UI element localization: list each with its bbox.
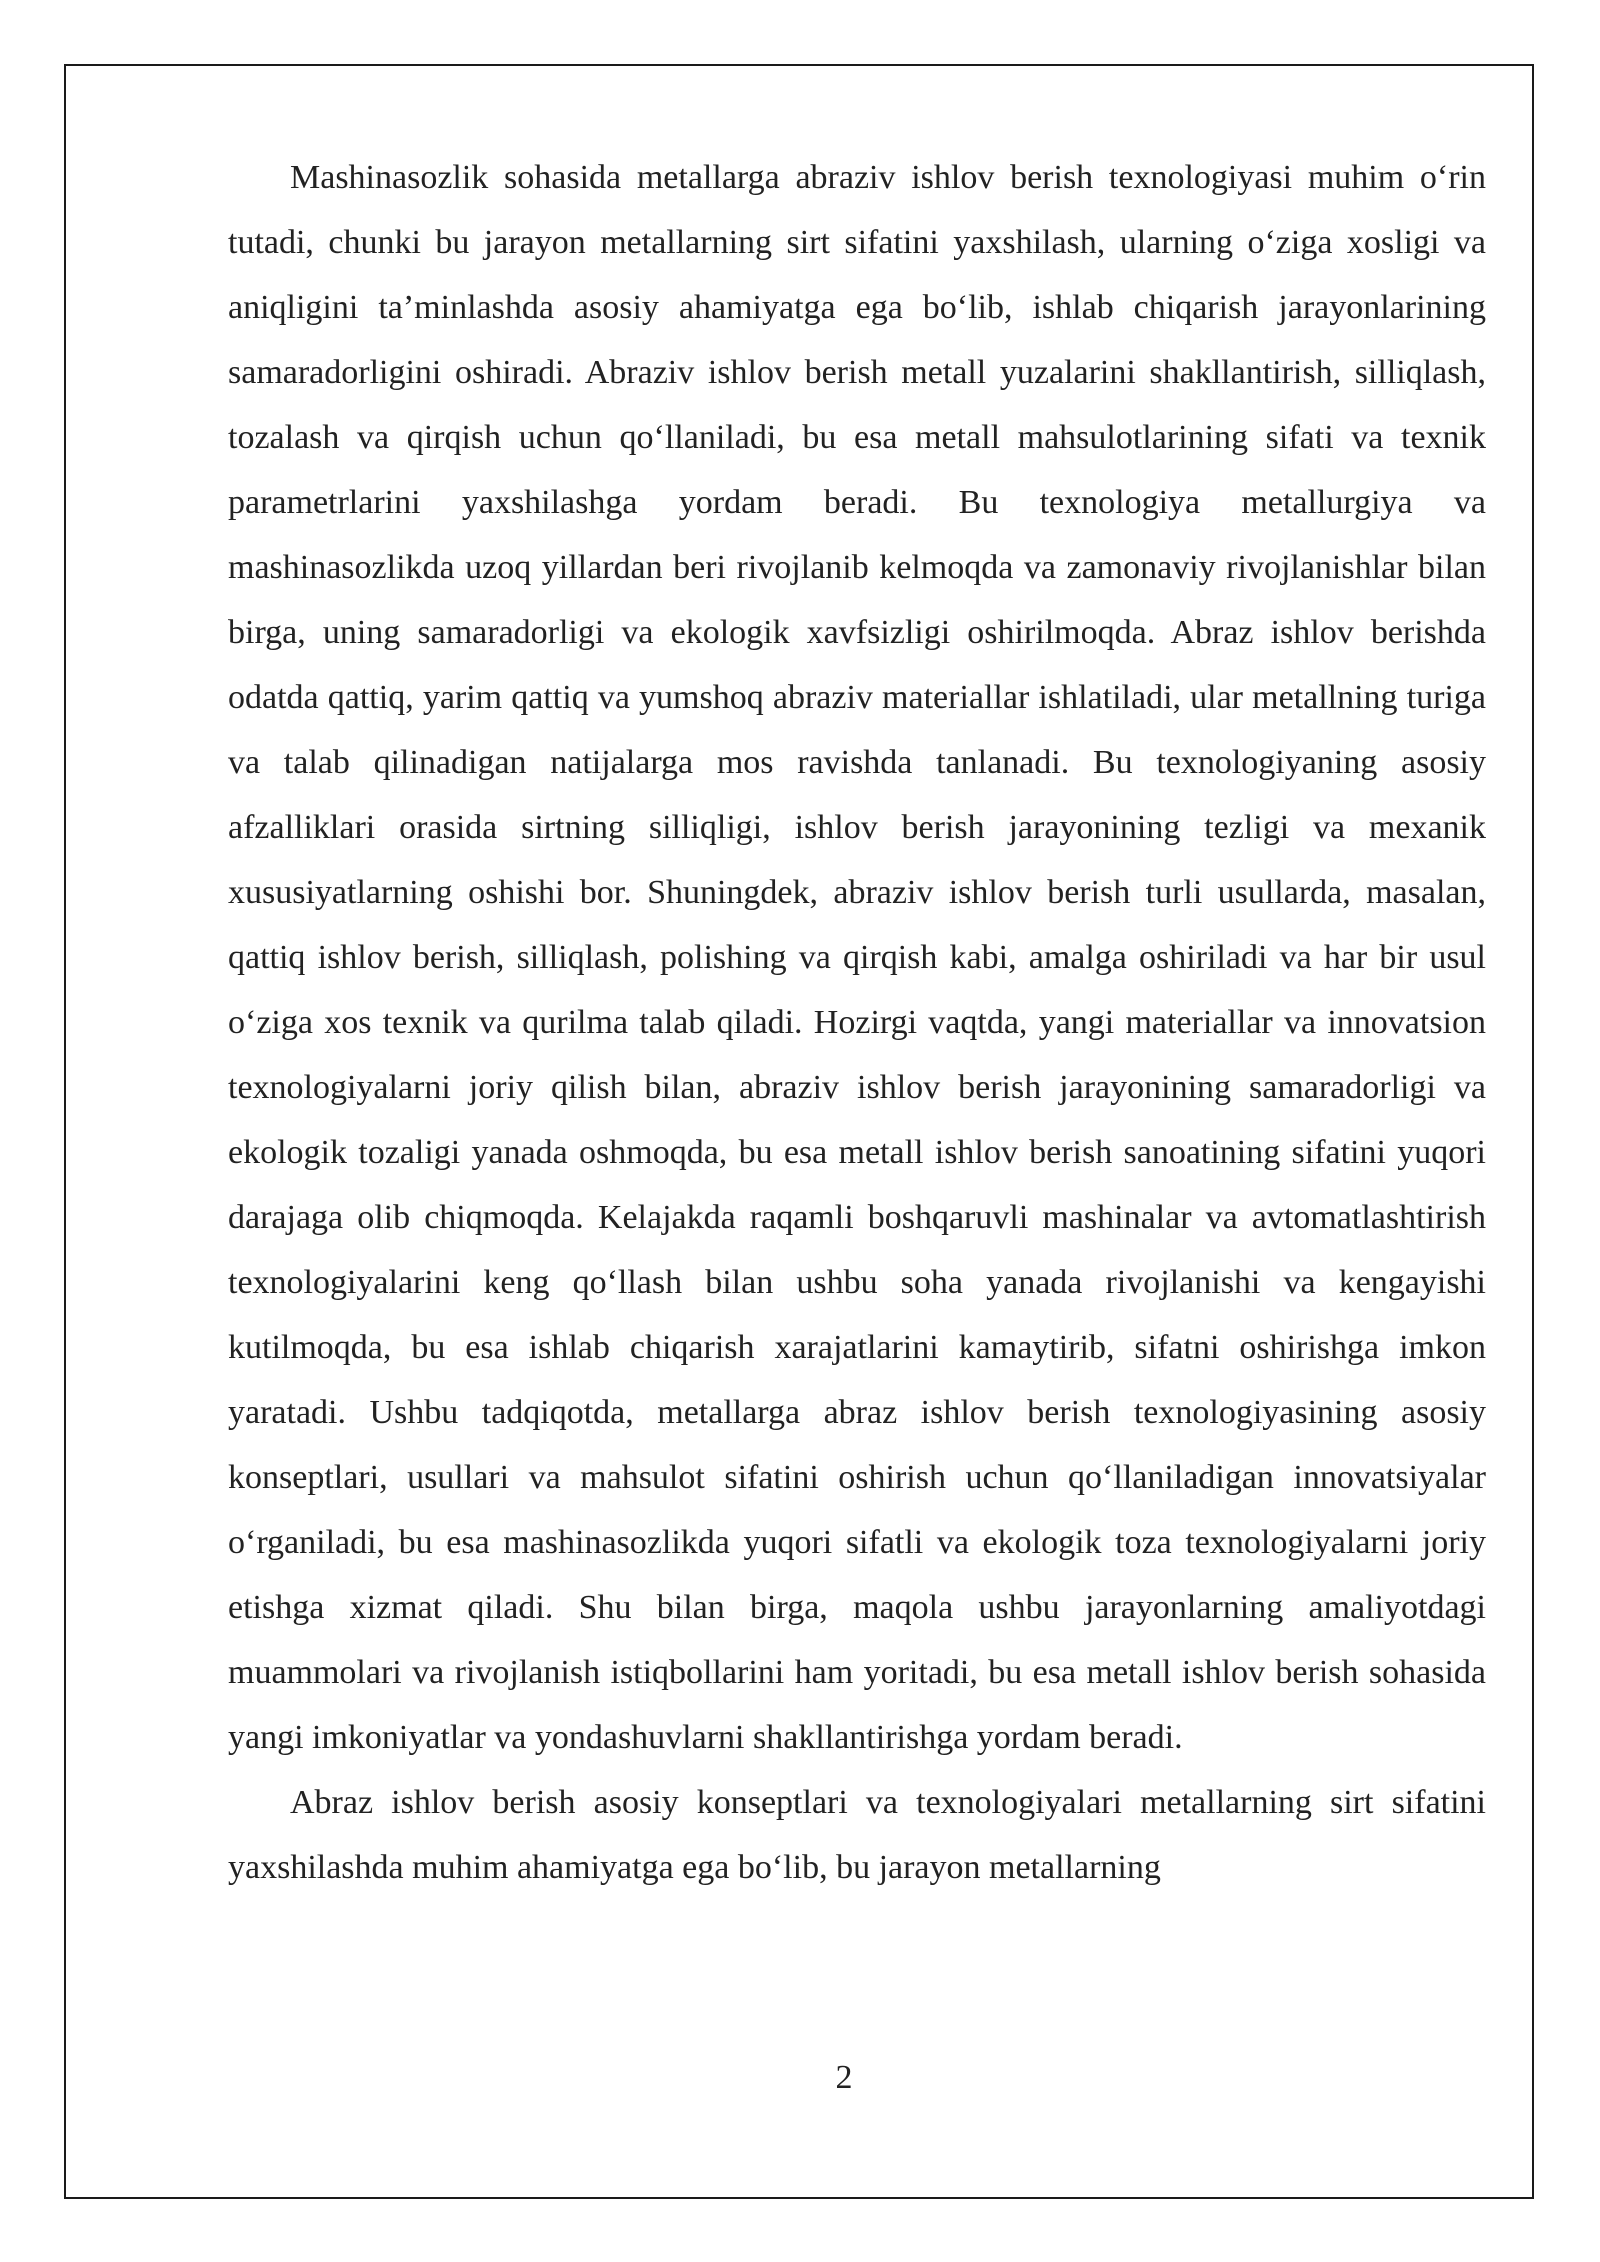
page-number: 2 xyxy=(835,2059,853,2096)
paragraph-intro: Mashinasozlik sohasida metallarga abraziv ishlov berish texnologiyasi muhim o‘rin tutadi, chunki bu jarayon metallarning sirt sifatini yaxshilash, ularning o‘ziga xosligi va aniqligini ta’minlashda asosiy ahamiyatga ega bo‘lib, ishlab chiqarish jarayonlarining samaradorligini oshiradi. Abraziv ishlov berish metall yuzalarini shakllantirish, silliqlash, tozalash va qirqish uchun qo‘llaniladi, bu esa metall mahsulotlarining sifati va texnik parametrlarini yaxshilashga yordam beradi. Bu texnologiya metallurgiya va mashinasozlikda uzoq yillardan beri rivojlanib kelmoqda va zamonaviy rivojlanishlar bilan birga, uning samaradorligi va ekologik xavfsizligi oshirilmoqda. Abraz ishlov berishda odatda qattiq, yarim qattiq va yumshoq abraziv materiallar ishlatiladi, ular metallning turiga va talab qilinadigan natijalarga mos ravishda tanlanadi. Bu texnologiyaning asosiy afzalliklari orasida sirtning silliqligi, ishlov berish jarayonining tezligi va mexanik xususiyatlarning oshishi bor. Shuningdek, abraziv ishlov berish turli usullarda, masalan, qattiq ishlov berish, silliqlash, polishing va qirqish kabi, amalga oshiriladi va har bir usul o‘ziga xos texnik va qurilma talab qiladi. Hozirgi vaqtda, yangi materiallar va innovatsion texnologiyalarni joriy qilish bilan, abraziv ishlov berish jarayonining samaradorligi va ekologik tozaligi yanada oshmoqda, bu esa metall ishlov berish sanoatining sifatini yuqori darajaga olib chiqmoqda. Kelajakda raqamli boshqaruvli mashinalar va avtomatlashtirish texnologiyalarini keng qo‘llash bilan ushbu soha yanada rivojlanishi va kengayishi kutilmoqda, bu esa ishlab chiqarish xarajatlarini kamaytirib, sifatni oshirishga imkon yaratadi. Ushbu tadqiqotda, metallarga abraz ishlov berish texnologiyasining asosiy konseptlari, usullari va mahsulot sifatini oshirish uchun qo‘llaniladigan innovatsiyalar o‘rganiladi, bu esa mashinasozlikda yuqori sifatli va ekologik toza texnologiyalarni joriy etishga xizmat qiladi. Shu bilan birga, maqola ushbu jarayonlarning amaliyotdagi muammolari va rivojlanish istiqbollarini ham yoritadi, bu esa metall ishlov berish sohasida yangi imkoniyatlar va yondashuvlarni shakllantirishga yordam beradi. xyxy=(228,159,1486,1756)
page-number-footer xyxy=(0,2058,1600,2098)
paragraph-continuation: Abraz ishlov berish asosiy konseptlari va texnologiyalari metallarning sirt sifatini yaxshilashda muhim ahamiyatga ega bo‘lib, bu jarayon metallarning xyxy=(228,1784,1486,1886)
document-body xyxy=(228,145,1486,1900)
